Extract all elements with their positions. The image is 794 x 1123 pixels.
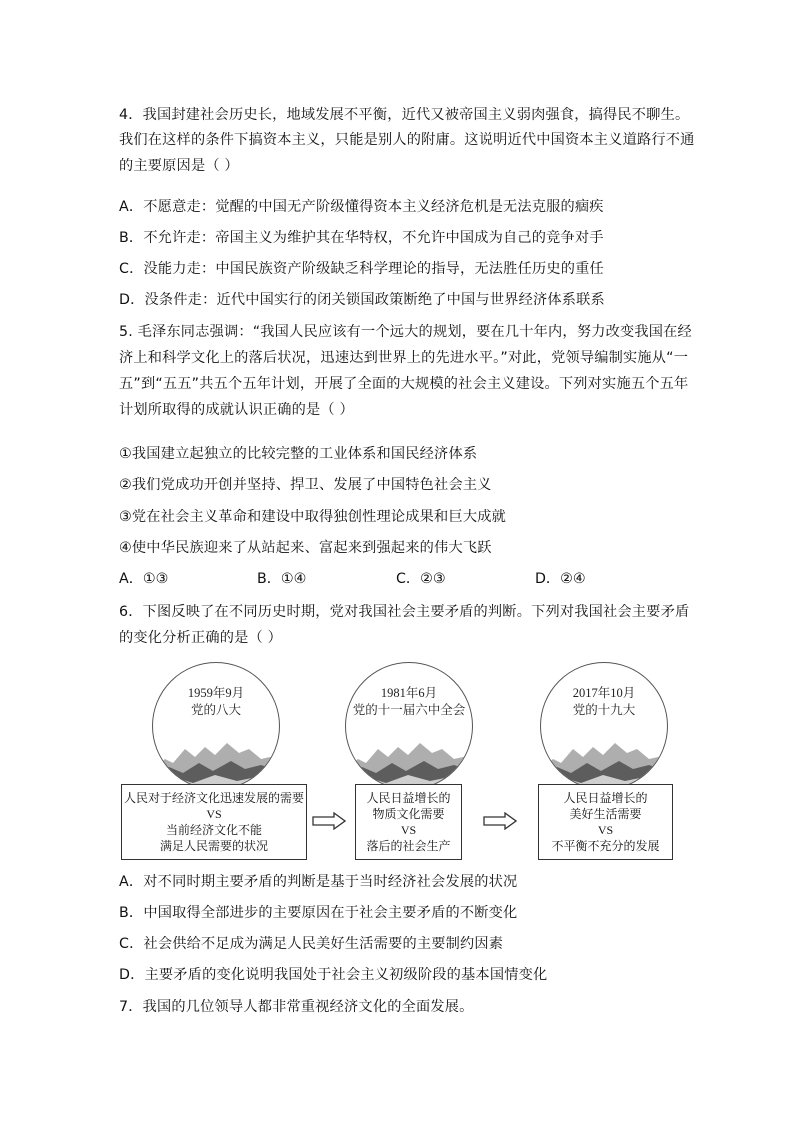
box-line: 满足人民需要的状况 — [159, 839, 268, 853]
q6-option-a: A．对不同时期主要矛盾的判断是基于当时经济社会发展的状况 — [119, 874, 518, 890]
box-line: 当前经济文化不能 — [165, 823, 262, 837]
circle-date: 1981年6月 — [380, 686, 438, 700]
q4-stem-line-3: 的主要原因是（ ） — [119, 158, 239, 174]
q5-option-b: B．①④ — [257, 571, 307, 587]
q6-stem-line-1: 6．下图反映了在不同历史时期，党对我国社会主要矛盾的判断。下列对我国社会主要矛盾 — [119, 604, 690, 620]
contradiction-box-1981 — [355, 784, 462, 860]
q4-option-a: A．不愿意走：觉醒的中国无产阶级懂得资本主义经济危机是无法克服的痼疾 — [119, 199, 604, 215]
box-line: 人民对于经济文化迅速发展的需要 — [123, 791, 304, 805]
box-line: VS — [597, 823, 614, 837]
q5-stem-line-4: 计划所取得的成就认识正确的是（ ） — [119, 402, 354, 418]
contradiction-box-1959 — [121, 784, 307, 860]
box-line: VS — [400, 823, 417, 837]
q6-option-b: B．中国取得全部进步的主要原因在于社会主要矛盾的不断变化 — [119, 905, 518, 921]
q5-statement-2: ②我们党成功开创并坚持、捍卫、发展了中国特色社会主义 — [119, 477, 492, 493]
q5-stem-line-3: 五”到“五五”共五个五年计划，开展了全面的大规模的社会主义建设。下列对实施五个五年 — [119, 376, 689, 392]
box-line: VS — [206, 807, 222, 821]
q5-statement-4: ④使中华民族迎来了从站起来、富起来到强起来的伟大飞跃 — [119, 540, 492, 556]
circle-date: 1959年9月 — [187, 686, 245, 700]
q5-option-d: D．②④ — [535, 571, 586, 587]
q4-stem-line-2: 我们在这样的条件下搞资本主义，只能是别人的附庸。这说明近代中国资本主义道路行不通 — [119, 132, 695, 148]
q5-option-a: A．①③ — [119, 571, 169, 587]
q5-stem-line-1: 5. 毛泽东同志强调：“我国人民应该有一个远大的规划，要在几十年内，努力改变我国在经 — [119, 324, 692, 340]
circle-label-1959 — [153, 685, 279, 719]
right-arrow-icon — [483, 812, 517, 830]
right-arrow-icon — [312, 812, 346, 830]
period-circle-1981 — [345, 662, 473, 790]
circle-date: 2017年10月 — [572, 686, 636, 700]
box-line: 人民日益增长的 — [563, 791, 648, 805]
box-line: 人民日益增长的 — [366, 791, 451, 805]
q5-option-c: C．②③ — [396, 571, 446, 587]
q6-option-d: D．主要矛盾的变化说明我国处于社会主义初级阶段的基本国情变化 — [119, 967, 548, 983]
q4-option-d: D．没条件走：近代中国实行的闭关锁国政策断绝了中国与世界经济体系联系 — [119, 292, 605, 308]
q6-option-c: C．社会供给不足成为满足人民美好生活需要的主要制约因素 — [119, 936, 504, 952]
mountain-ink-painting — [153, 729, 279, 789]
circle-label-1981 — [346, 685, 472, 719]
contradiction-box-2017 — [538, 784, 673, 860]
q5-statement-3: ③党在社会主义革命和建设中取得独创性理论成果和巨大成就 — [119, 509, 506, 525]
circle-label-2017 — [541, 685, 667, 719]
box-line: 物质文化需要 — [372, 807, 445, 821]
q7-stem-line-1: 7．我国的几位领导人都非常重视经济文化的全面发展。 — [119, 999, 474, 1015]
q5-statement-1: ①我国建立起独立的比较完整的工业体系和国民经济体系 — [119, 446, 478, 462]
q5-stem-line-2: 济上和科学文化上的落后状况，迅速达到世界上的先进水平。”对此，党领导编制实施从“一 — [119, 350, 689, 366]
period-circle-2017 — [540, 662, 668, 790]
box-line: 不平衡不充分的发展 — [551, 839, 660, 853]
mountain-ink-painting — [346, 729, 472, 789]
box-line: 美好生活需要 — [569, 807, 642, 821]
box-line: 落后的社会生产 — [366, 839, 451, 853]
q4-stem-line-1: 4．我国封建社会历史长，地域发展不平衡，近代又被帝国主义弱肉强食，搞得民不聊生。 — [119, 107, 690, 123]
circle-event: 党的十九大 — [572, 703, 636, 717]
circle-event: 党的十一届六中全会 — [352, 703, 466, 717]
period-circle-1959 — [152, 662, 280, 790]
q4-option-c: C．没能力走：中国民族资产阶级缺乏科学理论的指导，无法胜任历史的重任 — [119, 261, 604, 277]
q4-option-b: B．不允许走：帝国主义为维护其在华特权，不允许中国成为自己的竞争对手 — [119, 230, 604, 246]
mountain-ink-painting — [541, 729, 667, 789]
circle-event: 党的八大 — [190, 703, 241, 717]
q6-stem-line-2: 的变化分析正确的是（ ） — [119, 630, 282, 646]
